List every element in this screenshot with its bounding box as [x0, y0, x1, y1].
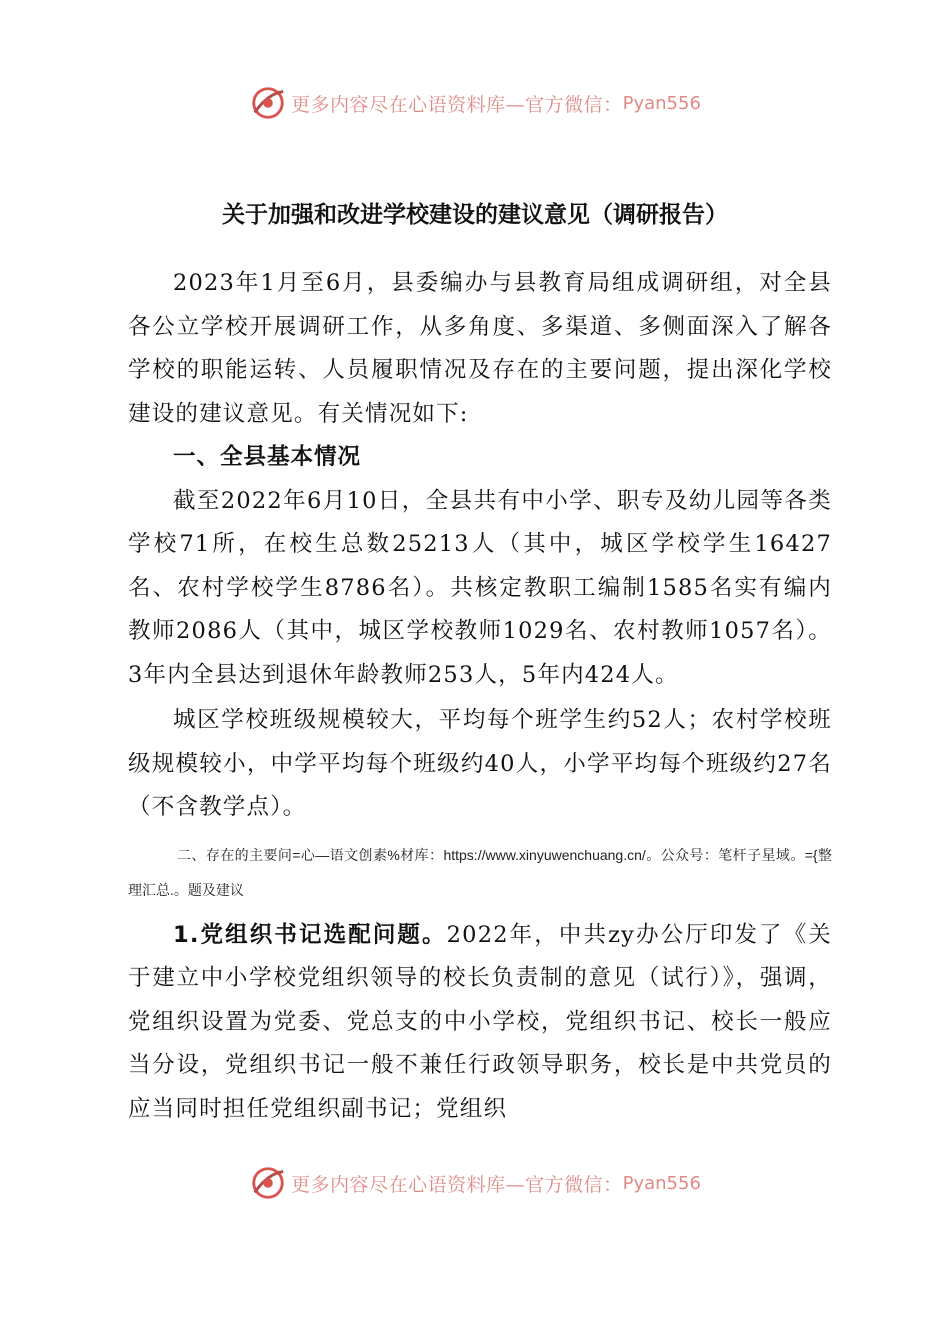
document-body [128, 262, 832, 1131]
section-heading-1: 一、全县基本情况 [173, 444, 362, 470]
seal-logo-icon [249, 84, 287, 122]
section-1-paragraph-1: 截至2022年6月10日，全县共有中小学、职专及幼儿园等各类学校71所，在校生总数25213人（其中，城区学校学生16427名、农村学校学生8786名）。共核定教职工编制1585名实有编内教师2086人（其中，城区学校教师1029名、农村教师1057名）。3年内全县达到退休年龄教师253人，5年内424人。 [128, 487, 832, 688]
watermark-text: 更多内容尽在心语资料库—官方微信： [291, 93, 623, 116]
item-1-text: 2022年，中共zy办公厅印发了《关于建立中小学校党组织领导的校长负责制的意见（试行）》，强调，党组织设置为党委、党总支的中小学校，党组织书记、校长一般应当分设，党组织书记一般不兼任行政领导职务，校长是中共党员的应当同时担任党组织副书记；党组织 [128, 921, 832, 1122]
item-1-paragraph [128, 914, 832, 1132]
section-2-heading-note: 二、存在的主要问=心—语文创素%材库：https://www.xinyuwenchuang.cn/。公众号：笔杆子星域。={整理汇总.。题及建议 [128, 846, 832, 898]
section-1-paragraph-2: 城区学校班级规模较大，平均每个班学生约52人；农村学校班级规模较小，中学平均每个班级约40人，小学平均每个班级约27名（不含教学点）。 [128, 707, 832, 820]
watermark-wechat-id: Pyan556 [622, 1172, 701, 1194]
footer-watermark [0, 1163, 950, 1203]
item-1-lead: 1.党组织书记选配问题。 [173, 921, 447, 948]
header-watermark [0, 83, 950, 123]
intro-paragraph: 2023年1月至6月，县委编办与县教育局组成调研组，对全县各公立学校开展调研工作，从多角度、多渠道、多侧面深入了解各学校的职能运转、人员履职情况及存在的主要问题，提出深化学校建设的建议意见。有关情况如下: [128, 270, 832, 427]
document-title: 关于加强和改进学校建设的建议意见（调研报告） [222, 202, 728, 228]
watermark-wechat-id: Pyan556 [622, 92, 701, 114]
seal-logo-icon [249, 1164, 287, 1202]
watermark-text: 更多内容尽在心语资料库—官方微信： [291, 1173, 623, 1196]
